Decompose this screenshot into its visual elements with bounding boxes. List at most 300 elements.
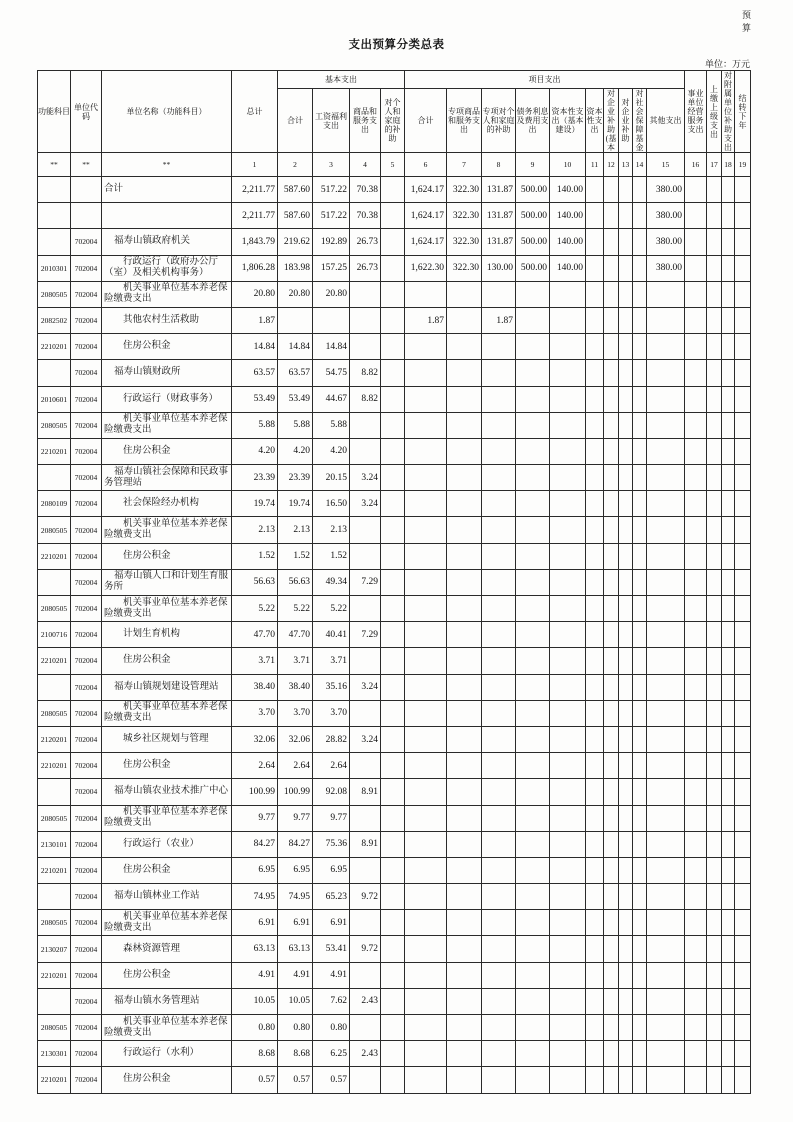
unit-name-cell: 福寿山镇社会保障和民政事务管理站 [102, 465, 232, 491]
amount-cell: 0.80 [278, 1015, 313, 1041]
amount-cell [685, 386, 707, 412]
amount-cell [516, 831, 550, 857]
amount-cell [405, 334, 447, 360]
function-code-cell [38, 177, 71, 203]
amount-cell [735, 438, 751, 464]
amount-cell: 0.57 [278, 1067, 313, 1093]
amount-cell [550, 700, 586, 726]
index-cell: 4 [350, 153, 381, 177]
amount-cell [550, 307, 586, 333]
unit-code-cell: 702004 [71, 1067, 102, 1093]
unit-code-cell: 702004 [71, 674, 102, 700]
amount-cell [685, 1067, 707, 1093]
amount-cell: 7.62 [313, 988, 350, 1014]
amount-cell [550, 805, 586, 831]
amount-cell: 5.88 [232, 412, 278, 438]
amount-cell: 44.67 [313, 386, 350, 412]
amount-cell [516, 622, 550, 648]
amount-cell [647, 307, 685, 333]
amount-cell: 157.25 [313, 255, 350, 281]
amount-cell [647, 988, 685, 1014]
amount-cell [633, 177, 647, 203]
amount-cell [604, 255, 619, 281]
header-remit-upper: 上缴上级支出 [707, 71, 722, 153]
amount-cell [604, 203, 619, 229]
amount-cell [633, 936, 647, 962]
table-row [38, 622, 751, 648]
amount-cell [482, 726, 516, 752]
amount-cell: 322.30 [447, 229, 482, 255]
amount-cell [735, 281, 751, 307]
amount-cell [381, 569, 405, 595]
amount-cell [447, 569, 482, 595]
amount-cell [685, 596, 707, 622]
amount-cell [516, 700, 550, 726]
amount-cell: 587.60 [278, 203, 313, 229]
amount-cell [685, 412, 707, 438]
amount-cell [604, 700, 619, 726]
amount-cell [722, 543, 735, 569]
amount-cell [550, 386, 586, 412]
amount-cell [685, 177, 707, 203]
amount-cell [405, 622, 447, 648]
function-code-cell [38, 360, 71, 386]
amount-cell [722, 936, 735, 962]
amount-cell [586, 648, 604, 674]
amount-cell [633, 622, 647, 648]
amount-cell [722, 1041, 735, 1067]
unit-name-cell: 住房公积金 [102, 962, 232, 988]
amount-cell: 322.30 [447, 203, 482, 229]
amount-cell [735, 229, 751, 255]
amount-cell [381, 281, 405, 307]
amount-cell: 63.13 [232, 936, 278, 962]
amount-cell [350, 517, 381, 543]
amount-cell [707, 622, 722, 648]
amount-cell [516, 1067, 550, 1093]
amount-cell: 380.00 [647, 203, 685, 229]
amount-cell [685, 255, 707, 281]
amount-cell [381, 1067, 405, 1093]
header-project-capital: 资本性支出 [586, 89, 604, 153]
amount-cell [381, 255, 405, 281]
amount-cell [350, 700, 381, 726]
table-header [38, 71, 751, 177]
amount-cell: 517.22 [313, 177, 350, 203]
amount-cell [405, 491, 447, 517]
unit-name-cell: 福寿山镇规划建设管理站 [102, 674, 232, 700]
header-carry-forward: 结转下年 [735, 71, 751, 153]
amount-cell [619, 517, 633, 543]
amount-cell [604, 857, 619, 883]
amount-cell [586, 281, 604, 307]
unit-name-cell: 住房公积金 [102, 334, 232, 360]
amount-cell [550, 438, 586, 464]
table-row [38, 596, 751, 622]
table-row [38, 386, 751, 412]
amount-cell [722, 281, 735, 307]
function-code-cell: 2210201 [38, 857, 71, 883]
amount-cell [550, 622, 586, 648]
amount-cell [633, 805, 647, 831]
unit-code-cell: 702004 [71, 412, 102, 438]
amount-cell: 1,624.17 [405, 203, 447, 229]
amount-cell: 1,843.79 [232, 229, 278, 255]
amount-cell [735, 700, 751, 726]
unit-code-cell: 702004 [71, 438, 102, 464]
table-row [38, 805, 751, 831]
amount-cell [447, 1041, 482, 1067]
amount-cell [647, 805, 685, 831]
unit-code-cell: 702004 [71, 884, 102, 910]
amount-cell [516, 412, 550, 438]
index-cell: 10 [550, 153, 586, 177]
amount-cell [722, 569, 735, 595]
amount-cell: 38.40 [278, 674, 313, 700]
unit-code-cell: 702004 [71, 831, 102, 857]
amount-cell [735, 726, 751, 752]
function-code-cell: 2210201 [38, 438, 71, 464]
amount-cell [619, 936, 633, 962]
amount-cell [550, 1041, 586, 1067]
unit-code-cell: 702004 [71, 936, 102, 962]
amount-cell [447, 674, 482, 700]
amount-cell [722, 726, 735, 752]
amount-cell [633, 988, 647, 1014]
function-code-cell: 2210201 [38, 1067, 71, 1093]
unit-code-cell: 702004 [71, 360, 102, 386]
amount-cell: 5.88 [278, 412, 313, 438]
amount-cell [633, 255, 647, 281]
amount-cell [550, 857, 586, 883]
amount-cell [707, 517, 722, 543]
amount-cell [707, 177, 722, 203]
amount-cell [350, 596, 381, 622]
amount-cell [619, 648, 633, 674]
amount-cell [381, 831, 405, 857]
amount-cell [516, 805, 550, 831]
amount-cell [586, 177, 604, 203]
amount-cell [482, 412, 516, 438]
amount-cell [482, 857, 516, 883]
amount-cell: 2,211.77 [232, 203, 278, 229]
header-project-enterprise-subsidy-construction: 对企业补助(基本 [604, 89, 619, 153]
table-row [38, 831, 751, 857]
amount-cell [381, 465, 405, 491]
unit-name-cell: 合计 [102, 177, 232, 203]
amount-cell [685, 229, 707, 255]
amount-cell [647, 962, 685, 988]
amount-cell [350, 753, 381, 779]
amount-cell [604, 936, 619, 962]
amount-cell [447, 884, 482, 910]
amount-cell: 92.08 [313, 779, 350, 805]
unit-name-cell: 机关事业单位基本养老保险缴费支出 [102, 281, 232, 307]
amount-cell [647, 543, 685, 569]
amount-cell [550, 1067, 586, 1093]
amount-cell [735, 753, 751, 779]
amount-cell [647, 491, 685, 517]
amount-cell [586, 412, 604, 438]
unit-name-cell: 福寿山镇农业技术推广中心 [102, 779, 232, 805]
function-code-cell: 2010301 [38, 255, 71, 281]
amount-cell [313, 307, 350, 333]
amount-cell [447, 936, 482, 962]
amount-cell [685, 857, 707, 883]
amount-cell [550, 779, 586, 805]
amount-cell [350, 412, 381, 438]
unit-code-cell: 702004 [71, 1041, 102, 1067]
amount-cell [633, 543, 647, 569]
amount-cell [619, 203, 633, 229]
amount-cell [647, 700, 685, 726]
amount-cell [516, 543, 550, 569]
amount-cell [381, 910, 405, 936]
amount-cell [350, 1015, 381, 1041]
amount-cell [604, 1067, 619, 1093]
function-code-cell: 2130301 [38, 1041, 71, 1067]
unit-code-cell [71, 177, 102, 203]
table-row [38, 1015, 751, 1041]
amount-cell [707, 307, 722, 333]
amount-cell: 53.41 [313, 936, 350, 962]
amount-cell [722, 910, 735, 936]
function-code-cell: 2210201 [38, 753, 71, 779]
unit-name-cell: 福寿山镇人口和计划生育服务所 [102, 569, 232, 595]
amount-cell [685, 438, 707, 464]
header-function-code: 功能科目 [38, 71, 71, 153]
function-code-cell [38, 988, 71, 1014]
amount-cell [405, 596, 447, 622]
amount-cell [619, 255, 633, 281]
function-code-cell [38, 674, 71, 700]
amount-cell: 183.98 [278, 255, 313, 281]
header-unit-name: 单位名称（功能科目） [102, 71, 232, 153]
amount-cell: 0.57 [313, 1067, 350, 1093]
amount-cell [516, 857, 550, 883]
amount-cell: 1.52 [278, 543, 313, 569]
amount-cell [707, 1015, 722, 1041]
amount-cell: 2.64 [278, 753, 313, 779]
amount-cell [604, 438, 619, 464]
amount-cell: 8.91 [350, 779, 381, 805]
amount-cell [516, 307, 550, 333]
unit-name-cell: 机关事业单位基本养老保险缴费支出 [102, 805, 232, 831]
amount-cell [685, 360, 707, 386]
amount-cell [350, 805, 381, 831]
amount-cell: 3.71 [313, 648, 350, 674]
amount-cell [482, 491, 516, 517]
amount-cell [482, 936, 516, 962]
unit-name-cell: 福寿山镇政府机关 [102, 229, 232, 255]
header-project-social-security-fund: 对社会保障基金 [633, 89, 647, 153]
table-row [38, 491, 751, 517]
amount-cell [586, 936, 604, 962]
amount-cell [685, 988, 707, 1014]
amount-cell [647, 1015, 685, 1041]
unit-name-cell: 机关事业单位基本养老保险缴费支出 [102, 412, 232, 438]
amount-cell [647, 910, 685, 936]
unit-name-cell: 行政运行（财政事务） [102, 386, 232, 412]
amount-cell [647, 1067, 685, 1093]
unit-code-cell: 702004 [71, 988, 102, 1014]
amount-cell [619, 622, 633, 648]
unit-name-cell: 其他农村生活救助 [102, 307, 232, 333]
amount-cell [482, 360, 516, 386]
unit-code-cell: 702004 [71, 700, 102, 726]
amount-cell [707, 438, 722, 464]
amount-cell [619, 281, 633, 307]
amount-cell [447, 281, 482, 307]
table-row [38, 648, 751, 674]
amount-cell [735, 1015, 751, 1041]
table-row [38, 255, 751, 281]
amount-cell: 8.82 [350, 360, 381, 386]
amount-cell: 40.41 [313, 622, 350, 648]
unit-code-cell: 702004 [71, 569, 102, 595]
amount-cell [735, 1041, 751, 1067]
amount-cell [516, 884, 550, 910]
amount-cell: 26.73 [350, 229, 381, 255]
amount-cell [604, 648, 619, 674]
amount-cell [381, 779, 405, 805]
amount-cell [516, 596, 550, 622]
amount-cell: 26.73 [350, 255, 381, 281]
amount-cell [647, 674, 685, 700]
table-row [38, 753, 751, 779]
table-row [38, 438, 751, 464]
unit-name-cell: 机关事业单位基本养老保险缴费支出 [102, 700, 232, 726]
amount-cell [381, 412, 405, 438]
amount-cell: 380.00 [647, 177, 685, 203]
amount-cell [722, 438, 735, 464]
amount-cell [604, 596, 619, 622]
amount-cell: 1.52 [313, 543, 350, 569]
amount-cell [735, 674, 751, 700]
amount-cell [586, 910, 604, 936]
unit-name-cell: 机关事业单位基本养老保险缴费支出 [102, 1015, 232, 1041]
function-code-cell: 2080505 [38, 805, 71, 831]
table-row [38, 779, 751, 805]
amount-cell [707, 831, 722, 857]
amount-cell: 3.71 [278, 648, 313, 674]
amount-cell [633, 307, 647, 333]
amount-cell [707, 884, 722, 910]
amount-cell [619, 805, 633, 831]
function-code-cell: 2080505 [38, 1015, 71, 1041]
amount-cell [647, 596, 685, 622]
header-project-group: 项目支出 [405, 71, 685, 89]
amount-cell [550, 569, 586, 595]
amount-cell [482, 281, 516, 307]
amount-cell [405, 988, 447, 1014]
amount-cell [447, 622, 482, 648]
amount-cell [381, 438, 405, 464]
amount-cell [405, 517, 447, 543]
amount-cell [685, 648, 707, 674]
table-row [38, 910, 751, 936]
table-row [38, 307, 751, 333]
amount-cell [447, 988, 482, 1014]
amount-cell: 380.00 [647, 229, 685, 255]
table-row [38, 674, 751, 700]
amount-cell [722, 884, 735, 910]
amount-cell: 9.77 [313, 805, 350, 831]
amount-cell [647, 779, 685, 805]
amount-cell [735, 517, 751, 543]
amount-cell [381, 203, 405, 229]
amount-cell: 5.22 [232, 596, 278, 622]
unit-code-cell: 702004 [71, 726, 102, 752]
amount-cell: 0.57 [232, 1067, 278, 1093]
amount-cell [604, 281, 619, 307]
amount-cell [707, 857, 722, 883]
table-row [38, 1041, 751, 1067]
amount-cell [633, 779, 647, 805]
index-cell: ** [71, 153, 102, 177]
amount-cell [482, 622, 516, 648]
amount-cell [619, 229, 633, 255]
amount-cell [586, 884, 604, 910]
amount-cell [722, 334, 735, 360]
index-cell: ** [38, 153, 71, 177]
index-cell: ** [102, 153, 232, 177]
unit-name-cell [102, 203, 232, 229]
unit-name-cell: 福寿山镇财政所 [102, 360, 232, 386]
amount-cell [685, 910, 707, 936]
amount-cell: 192.89 [313, 229, 350, 255]
amount-cell: 32.06 [278, 726, 313, 752]
amount-cell: 6.95 [278, 857, 313, 883]
table-row [38, 177, 751, 203]
amount-cell [447, 1067, 482, 1093]
amount-cell [619, 1041, 633, 1067]
header-operating-expense: 事业单位经营服务支出 [685, 71, 707, 153]
amount-cell [405, 726, 447, 752]
amount-cell [516, 517, 550, 543]
header-project-household-subsidy: 专项对个人和家庭的补助 [482, 89, 516, 153]
unit-code-cell: 702004 [71, 753, 102, 779]
amount-cell [735, 386, 751, 412]
amount-cell [722, 648, 735, 674]
amount-cell [516, 648, 550, 674]
amount-cell [604, 674, 619, 700]
index-cell: 11 [586, 153, 604, 177]
function-code-cell: 2082502 [38, 307, 71, 333]
function-code-cell [38, 779, 71, 805]
amount-cell [722, 465, 735, 491]
amount-cell [381, 674, 405, 700]
amount-cell [350, 543, 381, 569]
amount-cell [482, 674, 516, 700]
amount-cell [619, 438, 633, 464]
amount-cell: 20.80 [278, 281, 313, 307]
amount-cell [350, 307, 381, 333]
amount-cell [586, 779, 604, 805]
amount-cell: 56.63 [278, 569, 313, 595]
amount-cell [586, 962, 604, 988]
amount-cell: 500.00 [516, 229, 550, 255]
header-total: 总计 [232, 71, 278, 153]
amount-cell: 131.87 [482, 229, 516, 255]
amount-cell: 587.60 [278, 177, 313, 203]
amount-cell: 100.99 [232, 779, 278, 805]
unit-code-cell: 702004 [71, 543, 102, 569]
table-row [38, 857, 751, 883]
table-row [38, 412, 751, 438]
amount-cell: 14.84 [313, 334, 350, 360]
unit-code-cell: 702004 [71, 491, 102, 517]
